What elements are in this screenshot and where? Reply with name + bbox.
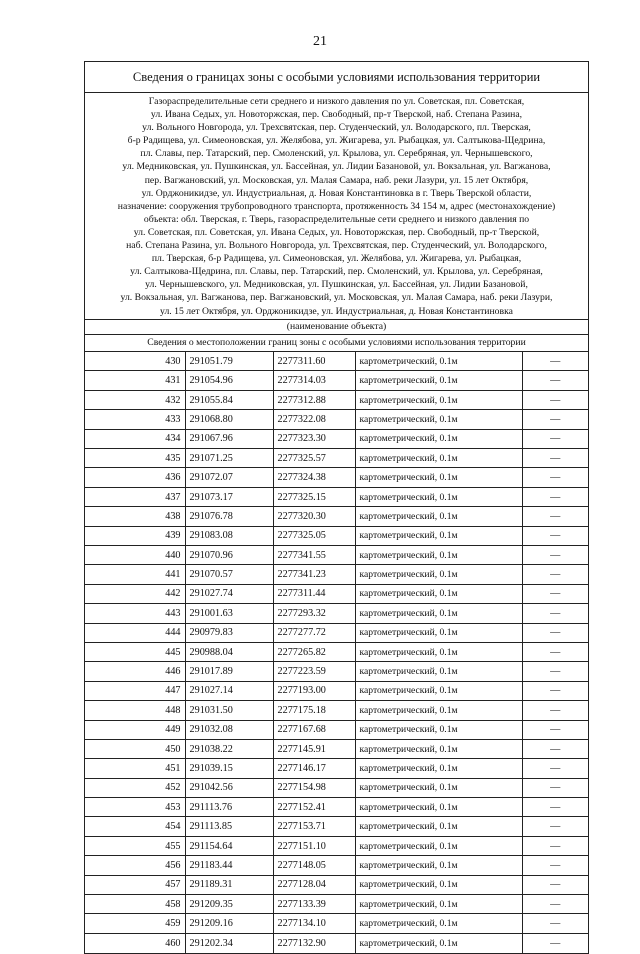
- y-coordinate-cell: 2277134.10: [273, 914, 355, 933]
- table-row: [85, 604, 588, 623]
- table-row: [85, 487, 588, 506]
- point-number-cell: 442: [85, 584, 185, 603]
- note-cell: —: [522, 352, 588, 371]
- point-number-cell: 454: [85, 817, 185, 836]
- x-coordinate-cell: 291032.08: [185, 720, 273, 739]
- table-row: [85, 856, 588, 875]
- table-row: [85, 778, 588, 797]
- method-accuracy-cell: картометрический, 0.1м: [355, 895, 522, 914]
- y-coordinate-cell: 2277311.60: [273, 352, 355, 371]
- method-accuracy-cell: картометрический, 0.1м: [355, 759, 522, 778]
- table-row: [85, 701, 588, 720]
- method-accuracy-cell: картометрический, 0.1м: [355, 914, 522, 933]
- x-coordinate-cell: 291067.96: [185, 429, 273, 448]
- note-cell: —: [522, 662, 588, 681]
- method-accuracy-cell: картометрический, 0.1м: [355, 778, 522, 797]
- method-accuracy-cell: картометрический, 0.1м: [355, 623, 522, 642]
- table-row: [85, 429, 588, 448]
- x-coordinate-cell: 291017.89: [185, 662, 273, 681]
- method-accuracy-cell: картометрический, 0.1м: [355, 507, 522, 526]
- x-coordinate-cell: 291154.64: [185, 836, 273, 855]
- x-coordinate-cell: 291027.14: [185, 681, 273, 700]
- note-cell: —: [522, 817, 588, 836]
- y-coordinate-cell: 2277325.05: [273, 526, 355, 545]
- note-cell: —: [522, 623, 588, 642]
- table-row: [85, 720, 588, 739]
- point-number-cell: 431: [85, 371, 185, 390]
- method-accuracy-cell: картометрический, 0.1м: [355, 836, 522, 855]
- note-cell: —: [522, 390, 588, 409]
- point-number-cell: 441: [85, 565, 185, 584]
- note-cell: —: [522, 739, 588, 758]
- table-row: [85, 739, 588, 758]
- x-coordinate-cell: 291051.79: [185, 352, 273, 371]
- note-cell: —: [522, 914, 588, 933]
- point-number-cell: 460: [85, 933, 185, 952]
- point-number-cell: 440: [85, 546, 185, 565]
- y-coordinate-cell: 2277145.91: [273, 739, 355, 758]
- y-coordinate-cell: 2277323.30: [273, 429, 355, 448]
- table-row: [85, 642, 588, 661]
- method-accuracy-cell: картометрический, 0.1м: [355, 720, 522, 739]
- x-coordinate-cell: 291183.44: [185, 856, 273, 875]
- object-name-caption: (наименование объекта): [85, 320, 588, 335]
- y-coordinate-cell: 2277277.72: [273, 623, 355, 642]
- method-accuracy-cell: картометрический, 0.1м: [355, 410, 522, 429]
- y-coordinate-cell: 2277341.23: [273, 565, 355, 584]
- point-number-cell: 432: [85, 390, 185, 409]
- table-row: [85, 817, 588, 836]
- table-row: [85, 468, 588, 487]
- table-row: [85, 546, 588, 565]
- table-row: [85, 526, 588, 545]
- note-cell: —: [522, 933, 588, 952]
- method-accuracy-cell: картометрический, 0.1м: [355, 681, 522, 700]
- note-cell: —: [522, 720, 588, 739]
- note-cell: —: [522, 507, 588, 526]
- x-coordinate-cell: 291039.15: [185, 759, 273, 778]
- y-coordinate-cell: 2277133.39: [273, 895, 355, 914]
- method-accuracy-cell: картометрический, 0.1м: [355, 739, 522, 758]
- y-coordinate-cell: 2277175.18: [273, 701, 355, 720]
- point-number-cell: 447: [85, 681, 185, 700]
- location-caption: Сведения о местоположении границ зоны с особыми условиями использования территории: [85, 335, 588, 352]
- y-coordinate-cell: 2277153.71: [273, 817, 355, 836]
- method-accuracy-cell: картометрический, 0.1м: [355, 701, 522, 720]
- table-row: [85, 875, 588, 894]
- point-number-cell: 446: [85, 662, 185, 681]
- y-coordinate-cell: 2277152.41: [273, 798, 355, 817]
- y-coordinate-cell: 2277146.17: [273, 759, 355, 778]
- method-accuracy-cell: картометрический, 0.1м: [355, 817, 522, 836]
- y-coordinate-cell: 2277193.00: [273, 681, 355, 700]
- note-cell: —: [522, 546, 588, 565]
- note-cell: —: [522, 468, 588, 487]
- note-cell: —: [522, 449, 588, 468]
- point-number-cell: 439: [85, 526, 185, 545]
- method-accuracy-cell: картометрический, 0.1м: [355, 546, 522, 565]
- x-coordinate-cell: 291113.76: [185, 798, 273, 817]
- x-coordinate-cell: 291068.80: [185, 410, 273, 429]
- coordinates-table: [85, 352, 588, 953]
- table-row: [85, 584, 588, 603]
- point-number-cell: 437: [85, 487, 185, 506]
- point-number-cell: 436: [85, 468, 185, 487]
- method-accuracy-cell: картометрический, 0.1м: [355, 875, 522, 894]
- note-cell: —: [522, 778, 588, 797]
- y-coordinate-cell: 2277223.59: [273, 662, 355, 681]
- table-row: [85, 623, 588, 642]
- point-number-cell: 448: [85, 701, 185, 720]
- point-number-cell: 459: [85, 914, 185, 933]
- x-coordinate-cell: 291113.85: [185, 817, 273, 836]
- y-coordinate-cell: 2277325.57: [273, 449, 355, 468]
- method-accuracy-cell: картометрический, 0.1м: [355, 352, 522, 371]
- point-number-cell: 455: [85, 836, 185, 855]
- x-coordinate-cell: 291072.07: [185, 468, 273, 487]
- coordinates-table-body: [85, 352, 588, 953]
- x-coordinate-cell: 291070.57: [185, 565, 273, 584]
- y-coordinate-cell: 2277167.68: [273, 720, 355, 739]
- x-coordinate-cell: 291055.84: [185, 390, 273, 409]
- note-cell: —: [522, 526, 588, 545]
- method-accuracy-cell: картометрический, 0.1м: [355, 449, 522, 468]
- table-row: [85, 507, 588, 526]
- method-accuracy-cell: картометрический, 0.1м: [355, 662, 522, 681]
- note-cell: —: [522, 875, 588, 894]
- y-coordinate-cell: 2277322.08: [273, 410, 355, 429]
- note-cell: —: [522, 681, 588, 700]
- x-coordinate-cell: 291070.96: [185, 546, 273, 565]
- x-coordinate-cell: 291189.31: [185, 875, 273, 894]
- point-number-cell: 435: [85, 449, 185, 468]
- note-cell: —: [522, 701, 588, 720]
- x-coordinate-cell: 291038.22: [185, 739, 273, 758]
- method-accuracy-cell: картометрический, 0.1м: [355, 429, 522, 448]
- object-description: Газораспределительные сети среднего и низкого давления по ул. Советская, пл. Советская, ул. Ивана Седых, ул. Новоторжская, пер. Свободный, пр-т Тверской, наб. Степана Разина, ул. Вольного Новгорода, ул. Трехсвятская, пер. Студенческий, ул. Володарского, пл. Тверская, б-р Радищева, ул. Симеоновская, ул. Желябова, ул. Жигарева, ул. Рыбацкая, ул. Салтыкова-Щедрина, пл. Славы, пер. Татарский, пер. Смоленский, ул. Крылова, ул. Серебряная, ул. Чернышевского, ул. Медниковская, ул. Пушкинская, ул. Бассейная, ул. Лидии Базановой, ул. Вокзальная, ул. Вагжанова, пер. Вагжановский, ул. Московская, ул. Малая Самара, наб. реки Лазури, ул. 15 лет Октября, ул. Орджоникидзе, ул. Индустриальная, д. Новая Константиновка в г. Тверь Тверской области, назначение: сооружения трубопроводного транспорта, протяженность 34 154 м, адрес (местонахождение) объекта: обл. Тверская, г. Тверь, газораспределительные сети среднего и низкого давления по ул. Советская, пл. Советская, ул. Ивана Седых, ул. Новоторжская, пер. Свободный, пр-т Тверской, наб. Степана Разина, ул. Вольного Новгорода, ул. Трехсвятская, пер. Студенческий, ул. Володарского, пл. Тверская, б-р Радищева, ул. Симеоновская, ул. Желябова, ул. Жигарева, ул. Рыбацкая, ул. Салтыкова-Щедрина, пл. Славы, пер. Татарский, пер. Смоленский, ул. Крылова, ул. Серебряная, ул. Чернышевского, ул. Медниковская, ул. Пушкинская, ул. Бассейная, ул. Лидии Базановой, ул. Вокзальная, ул. Вагжанова, пер. Вагжановский, ул. Московская, ул. Малая Самара, наб. реки Лазури, ул. 15 лет Октября, ул. Орджоникидзе, ул. Индустриальная, д. Новая Константиновка: [85, 93, 588, 320]
- note-cell: —: [522, 371, 588, 390]
- note-cell: —: [522, 584, 588, 603]
- x-coordinate-cell: 291054.96: [185, 371, 273, 390]
- table-row: [85, 390, 588, 409]
- x-coordinate-cell: 291071.25: [185, 449, 273, 468]
- method-accuracy-cell: картометрический, 0.1м: [355, 798, 522, 817]
- table-row: [85, 798, 588, 817]
- note-cell: —: [522, 836, 588, 855]
- note-cell: —: [522, 759, 588, 778]
- note-cell: —: [522, 604, 588, 623]
- method-accuracy-cell: картометрический, 0.1м: [355, 565, 522, 584]
- point-number-cell: 450: [85, 739, 185, 758]
- point-number-cell: 452: [85, 778, 185, 797]
- table-row: [85, 352, 588, 371]
- point-number-cell: 433: [85, 410, 185, 429]
- table-row: [85, 759, 588, 778]
- note-cell: —: [522, 642, 588, 661]
- x-coordinate-cell: 291202.34: [185, 933, 273, 952]
- zone-boundaries-form: [84, 61, 589, 954]
- table-row: [85, 449, 588, 468]
- method-accuracy-cell: картометрический, 0.1м: [355, 526, 522, 545]
- x-coordinate-cell: 291083.08: [185, 526, 273, 545]
- table-row: [85, 565, 588, 584]
- table-row: [85, 895, 588, 914]
- x-coordinate-cell: 291073.17: [185, 487, 273, 506]
- point-number-cell: 444: [85, 623, 185, 642]
- table-row: [85, 914, 588, 933]
- x-coordinate-cell: 291001.63: [185, 604, 273, 623]
- y-coordinate-cell: 2277151.10: [273, 836, 355, 855]
- y-coordinate-cell: 2277341.55: [273, 546, 355, 565]
- method-accuracy-cell: картометрический, 0.1м: [355, 487, 522, 506]
- point-number-cell: 449: [85, 720, 185, 739]
- y-coordinate-cell: 2277154.98: [273, 778, 355, 797]
- y-coordinate-cell: 2277265.82: [273, 642, 355, 661]
- point-number-cell: 456: [85, 856, 185, 875]
- note-cell: —: [522, 565, 588, 584]
- y-coordinate-cell: 2277293.32: [273, 604, 355, 623]
- x-coordinate-cell: 291042.56: [185, 778, 273, 797]
- y-coordinate-cell: 2277325.15: [273, 487, 355, 506]
- x-coordinate-cell: 291209.35: [185, 895, 273, 914]
- table-row: [85, 933, 588, 952]
- method-accuracy-cell: картометрический, 0.1м: [355, 856, 522, 875]
- method-accuracy-cell: картометрический, 0.1м: [355, 933, 522, 952]
- note-cell: —: [522, 429, 588, 448]
- y-coordinate-cell: 2277320.30: [273, 507, 355, 526]
- page-number: 21: [313, 34, 327, 49]
- method-accuracy-cell: картометрический, 0.1м: [355, 468, 522, 487]
- note-cell: —: [522, 856, 588, 875]
- y-coordinate-cell: 2277128.04: [273, 875, 355, 894]
- y-coordinate-cell: 2277311.44: [273, 584, 355, 603]
- method-accuracy-cell: картометрический, 0.1м: [355, 642, 522, 661]
- point-number-cell: 443: [85, 604, 185, 623]
- point-number-cell: 457: [85, 875, 185, 894]
- form-title: Сведения о границах зоны с особыми условиями использования территории: [85, 62, 588, 93]
- y-coordinate-cell: 2277324.38: [273, 468, 355, 487]
- note-cell: —: [522, 895, 588, 914]
- point-number-cell: 430: [85, 352, 185, 371]
- table-row: [85, 410, 588, 429]
- x-coordinate-cell: 291076.78: [185, 507, 273, 526]
- table-row: [85, 371, 588, 390]
- note-cell: —: [522, 410, 588, 429]
- method-accuracy-cell: картометрический, 0.1м: [355, 604, 522, 623]
- y-coordinate-cell: 2277132.90: [273, 933, 355, 952]
- method-accuracy-cell: картометрический, 0.1м: [355, 371, 522, 390]
- method-accuracy-cell: картометрический, 0.1м: [355, 584, 522, 603]
- x-coordinate-cell: 291031.50: [185, 701, 273, 720]
- x-coordinate-cell: 291027.74: [185, 584, 273, 603]
- point-number-cell: 438: [85, 507, 185, 526]
- point-number-cell: 434: [85, 429, 185, 448]
- point-number-cell: 453: [85, 798, 185, 817]
- y-coordinate-cell: 2277148.05: [273, 856, 355, 875]
- point-number-cell: 458: [85, 895, 185, 914]
- y-coordinate-cell: 2277312.88: [273, 390, 355, 409]
- point-number-cell: 451: [85, 759, 185, 778]
- y-coordinate-cell: 2277314.03: [273, 371, 355, 390]
- table-row: [85, 836, 588, 855]
- method-accuracy-cell: картометрический, 0.1м: [355, 390, 522, 409]
- table-row: [85, 662, 588, 681]
- point-number-cell: 445: [85, 642, 185, 661]
- note-cell: —: [522, 798, 588, 817]
- x-coordinate-cell: 290979.83: [185, 623, 273, 642]
- note-cell: —: [522, 487, 588, 506]
- x-coordinate-cell: 290988.04: [185, 642, 273, 661]
- table-row: [85, 681, 588, 700]
- x-coordinate-cell: 291209.16: [185, 914, 273, 933]
